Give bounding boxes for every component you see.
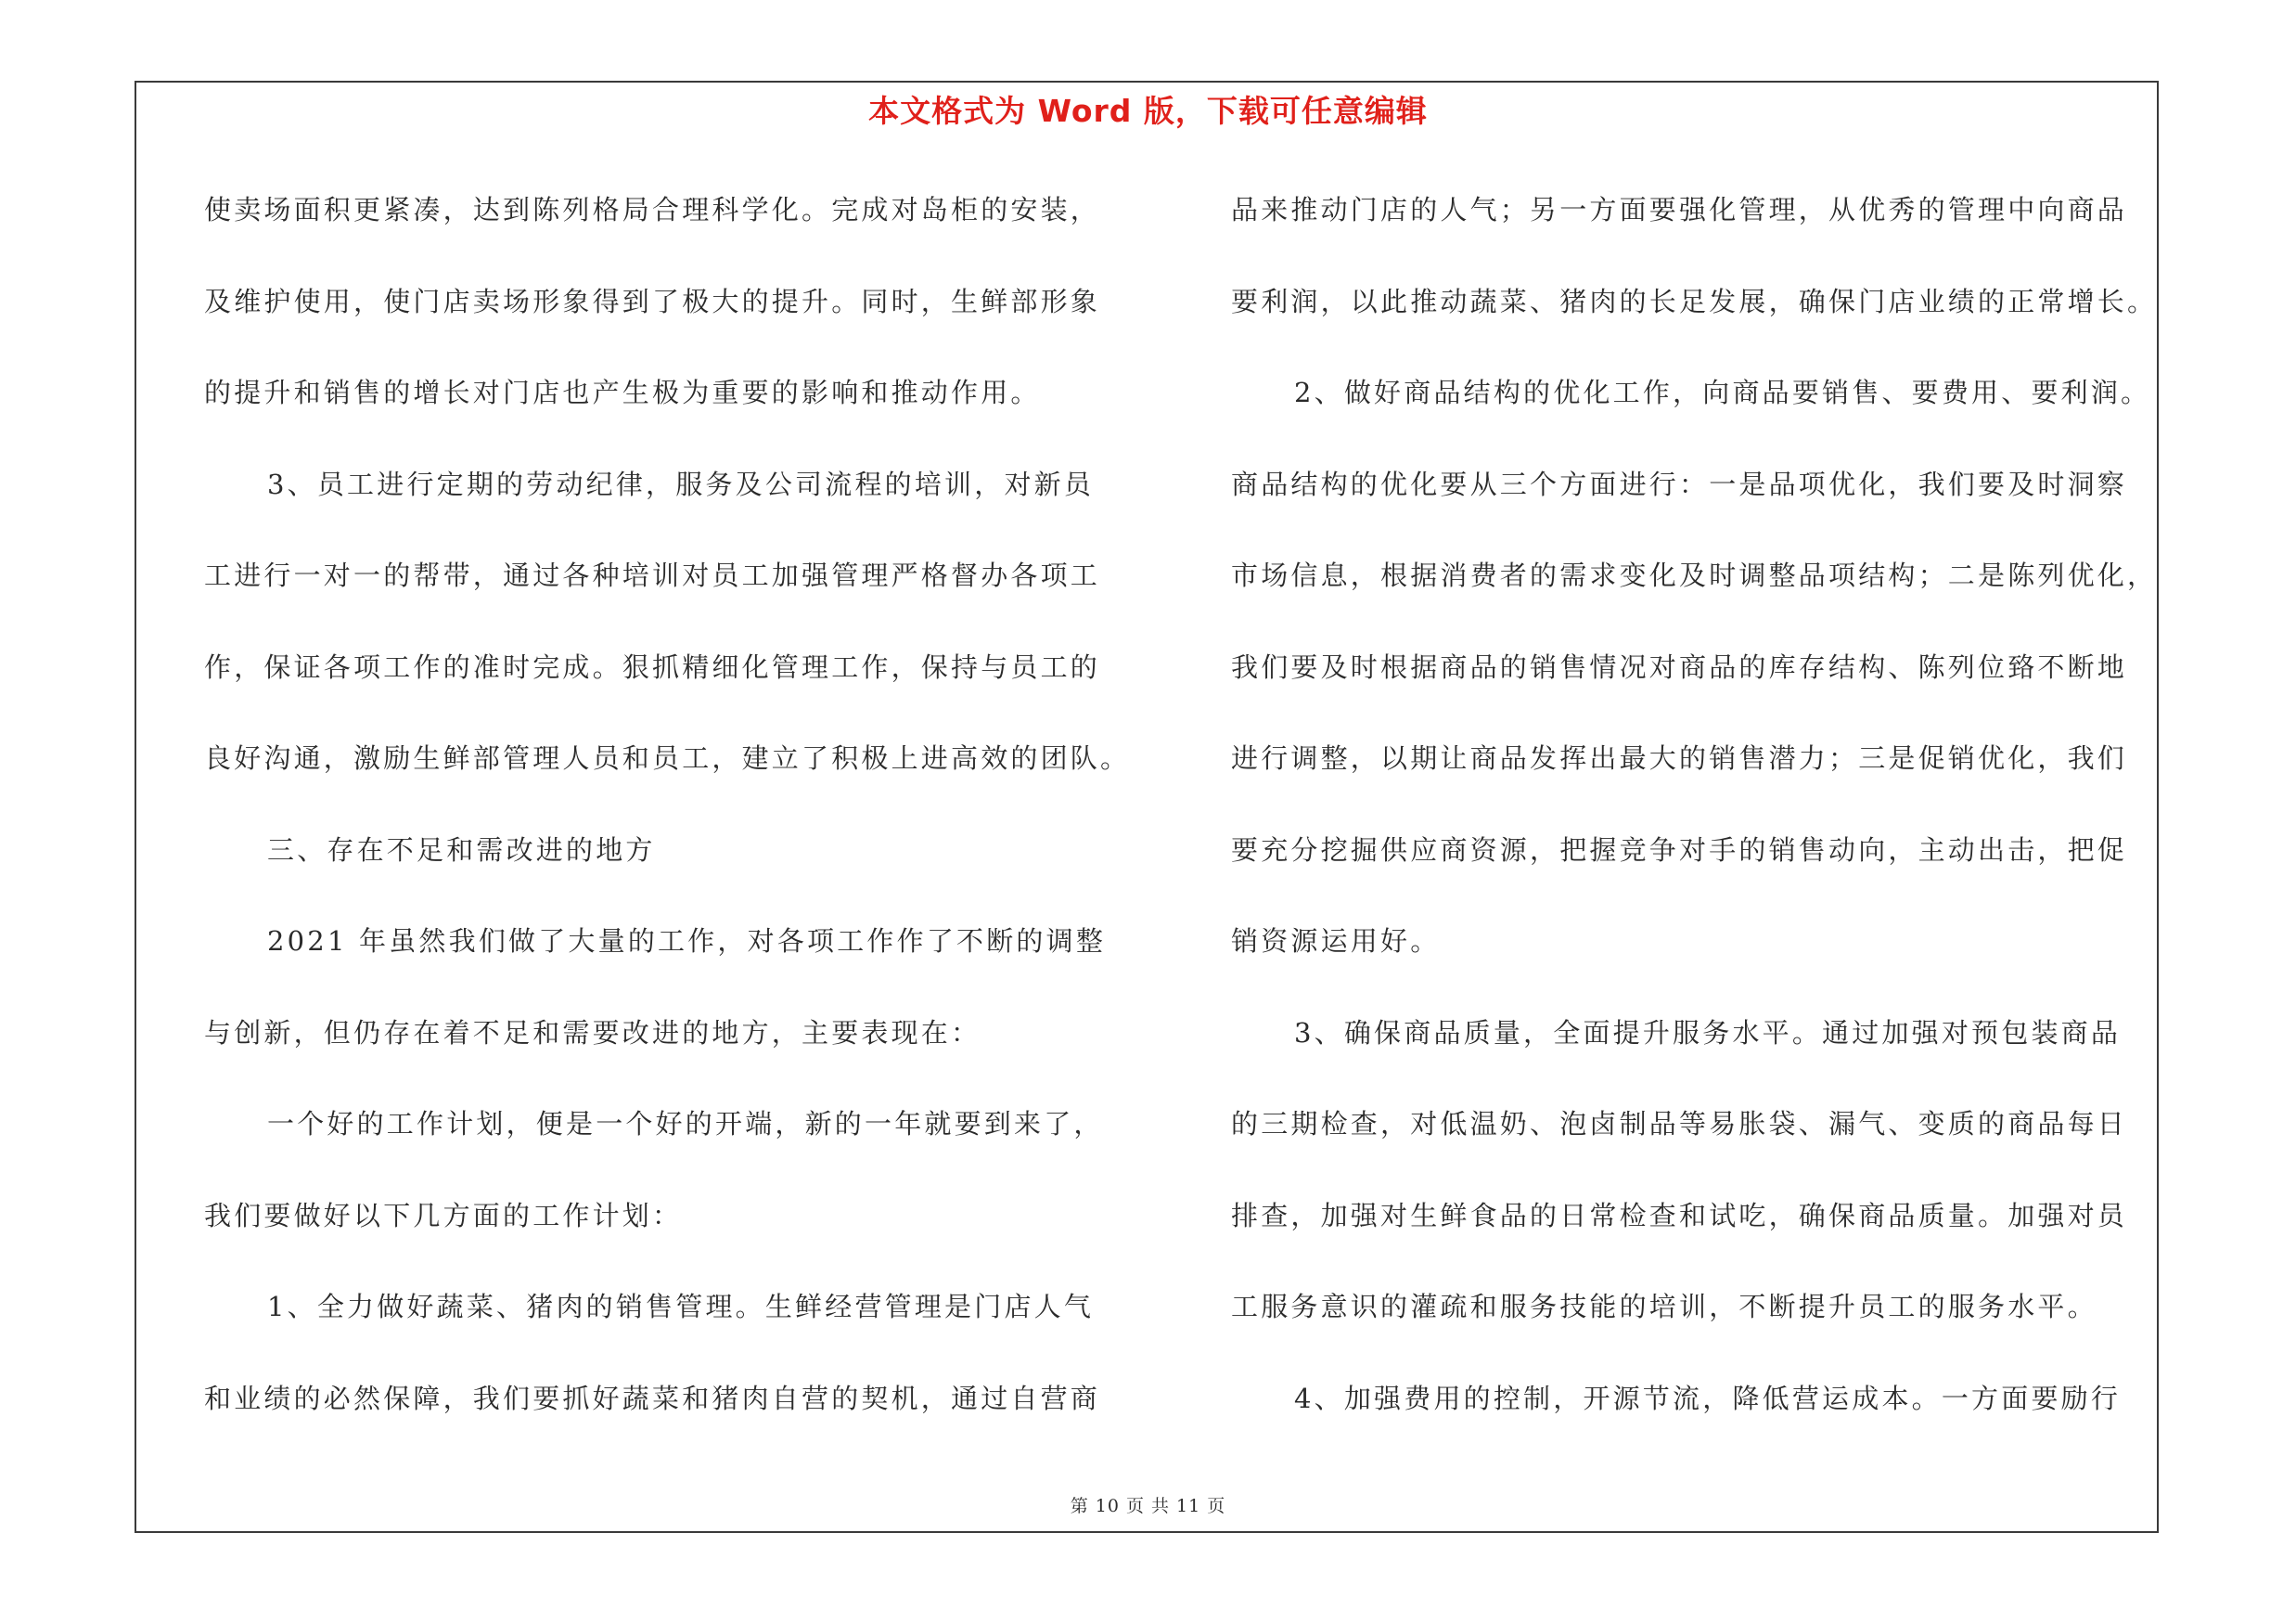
text-line: 及维护使用，使门店卖场形象得到了极大的提升。同时，生鲜部形象 — [204, 285, 1101, 317]
text-line: 工进行一对一的帮带，通过各种培训对员工加强管理严格督办各项工 — [204, 560, 1101, 591]
text-line: 品来推动门店的人气；另一方面要强化管理，从优秀的管理中向商品 — [1231, 194, 2128, 225]
text-line: 进行调整，以期让商品发挥出最大的销售潜力；三是促销优化，我们 — [1231, 742, 2128, 774]
right-text-column — [1231, 182, 2168, 1462]
text-line: 作，保证各项工作的准时完成。狠抓精细化管理工作，保持与员工的 — [204, 650, 1101, 683]
left-text-column — [204, 182, 1169, 1462]
text-line: 3、员工进行定期的劳动纪律，服务及公司流程的培训，对新员 — [267, 468, 1095, 500]
text-line: 的三期检查，对低温奶、泡卤制品等易胀袋、漏气、变质的商品每日 — [1231, 1108, 2128, 1140]
text-line: 要充分挖掘供应商资源，把握竞争对手的销售动向，主动出击，把促 — [1231, 833, 2128, 866]
text-line: 2021 年虽然我们做了大量的工作，对各项工作作了不断的调整 — [267, 925, 1107, 957]
text-line: 1、全力做好蔬菜、猪肉的销售管理。生鲜经营管理是门店人气 — [267, 1291, 1095, 1322]
text-line: 与创新，但仍存在着不足和需要改进的地方，主要表现在： — [204, 1016, 981, 1049]
text-line: 销资源运用好。 — [1231, 925, 1441, 957]
text-line: 三、存在不足和需改进的地方 — [267, 833, 656, 866]
text-line: 一个好的工作计划，便是一个好的开端，新的一年就要到来了， — [267, 1108, 1104, 1140]
text-line: 4、加强费用的控制，开源节流，降低营运成本。一方面要励行 — [1294, 1382, 2122, 1414]
text-line: 和业绩的必然保障，我们要抓好蔬菜和猪肉自营的契机，通过自营商 — [204, 1382, 1101, 1414]
text-line: 2、做好商品结构的优化工作，向商品要销售、要费用、要利润。 — [1294, 377, 2151, 408]
text-line: 使卖场面积更紧凑，达到陈列格局合理科学化。完成对岛柜的安装， — [204, 194, 1101, 225]
text-line: 工服务意识的灌疏和服务技能的培训，不断提升员工的服务水平。 — [1231, 1291, 2097, 1322]
text-line: 市场信息，根据消费者的需求变化及时调整品项结构；二是陈列优化， — [1231, 560, 2158, 591]
page-number: 第 10 页 共 11 页 — [1070, 1496, 1226, 1516]
text-line: 我们要及时根据商品的销售情况对商品的库存结构、陈列位臵不断地 — [1231, 650, 2128, 683]
text-line: 要利润，以此推动蔬菜、猪肉的长足发展，确保门店业绩的正常增长。 — [1231, 285, 2158, 317]
text-line: 良好沟通，激励生鲜部管理人员和员工，建立了积极上进高效的团队。 — [204, 742, 1131, 774]
text-line: 的提升和销售的增长对门店也产生极为重要的影响和推动作用。 — [204, 377, 1041, 408]
text-line: 我们要做好以下几方面的工作计划： — [204, 1199, 683, 1231]
text-line: 3、确保商品质量，全面提升服务水平。通过加强对预包装商品 — [1294, 1016, 2122, 1049]
text-line: 商品结构的优化要从三个方面进行：一是品项优化，我们要及时洞察 — [1231, 468, 2128, 500]
word-format-banner: 本文格式为 Word 版，下载可任意编辑 — [868, 93, 1428, 129]
text-line: 排查，加强对生鲜食品的日常检查和试吃，确保商品质量。加强对员 — [1231, 1199, 2128, 1231]
